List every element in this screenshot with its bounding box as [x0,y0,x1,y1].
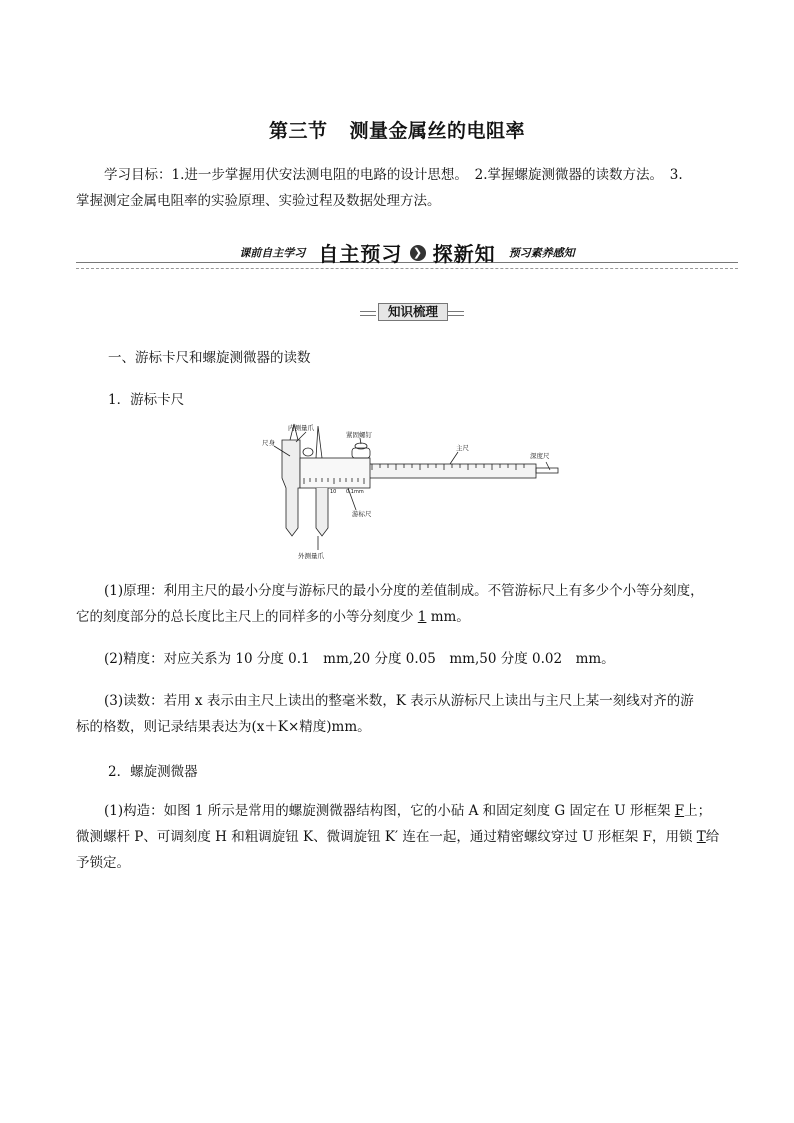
reading-line-2: 标的格数，则记录结果表达为(x＋K×精度)mm。 [76,719,371,735]
objectives-line-2: 掌握测定金属电阻率的实验原理、实验过程及数据处理方法。 [76,193,441,209]
structure-line-1: (1)构造：如图 1 所示是常用的螺旋测微器结构图，它的小砧 A 和固定刻度 G 固定在 U 形框架 [104,803,671,819]
knowledge-tag-label: 知识梳理 [378,303,448,321]
principle-line-2: 它的刻度部分的总长度比主尺上的同样多的小等分刻度少 [76,609,414,625]
label-chishen: 尺身 [262,439,275,447]
subheading-micrometer: 2．螺旋测微器 [108,764,198,780]
structure-lock-T: T [696,829,706,845]
principle-unit: mm。 [430,609,470,625]
section-number: 第三节 [268,120,328,142]
reading-line-1: (3)读数：若用 x 表示由主尺上读出的整毫米数，K 表示从游标尺上读出与主尺上某一刻线对齐的游 [104,693,694,709]
principle-paragraph [76,578,722,630]
banner-left-text: 课前自主学习 [239,246,306,260]
reading-paragraph [76,688,722,740]
section-topic: 测量金属丝的电阻率 [349,120,526,142]
label-scale-10: 10 [330,489,337,495]
structure-frame-F: F [674,803,685,819]
structure-line-2: 微测螺杆 P、可调刻度 H 和粗调旋钮 K、微调旋钮 K′ 连在一起，通过精密螺纹穿过 U 形框架 F，用锁 [76,829,693,845]
vernier-caliper-figure [260,418,560,560]
label-inner-jaw: 内测量爪 [288,424,314,432]
objectives-line-1: 学习目标：1.进一步掌握用伏安法测电阻的电路的设计思想。 2.掌握螺旋测微器的读数方法。 3. [104,167,683,183]
structure-paragraph [76,798,722,876]
banner-title-1: 自主预习 [318,242,403,266]
structure-line-3: 予锁定。 [76,855,130,871]
principle-answer: 1 [417,609,427,625]
structure-line-2-end: 给 [705,829,720,845]
label-depth-rod: 深度尺 [530,452,550,460]
precision-line: (2)精度：对应关系为 10 分度 0.1 mm,20 分度 0.05 mm,50 分度 0.02 mm。 [104,651,615,667]
label-vernier: 游标尺 [352,510,372,518]
label-clamp-screw: 紧固螺钉 [346,431,372,439]
banner-right-text: 预习素养感知 [508,246,575,260]
learning-objectives [76,162,722,214]
label-outer-jaw: 外测量爪 [298,552,324,560]
page-title [0,116,794,143]
knowledge-tag [360,303,464,321]
section-heading: 一、游标卡尺和螺旋测微器的读数 [108,350,311,366]
label-scale-unit: 0.1mm [346,489,364,495]
section-banner [76,238,738,268]
principle-line-1: (1)原理：利用主尺的最小分度与游标尺的最小分度的差值制成。不管游标尺上有多少个小等分刻度， [104,583,704,599]
subheading-vernier: 1．游标卡尺 [108,392,185,408]
banner-title-2: 探新知 [432,242,496,266]
chevron-right-icon: ❯ [410,245,426,261]
structure-line-1-end: 上； [684,803,712,819]
precision-paragraph [76,646,722,672]
label-main-scale: 主尺 [456,444,469,452]
